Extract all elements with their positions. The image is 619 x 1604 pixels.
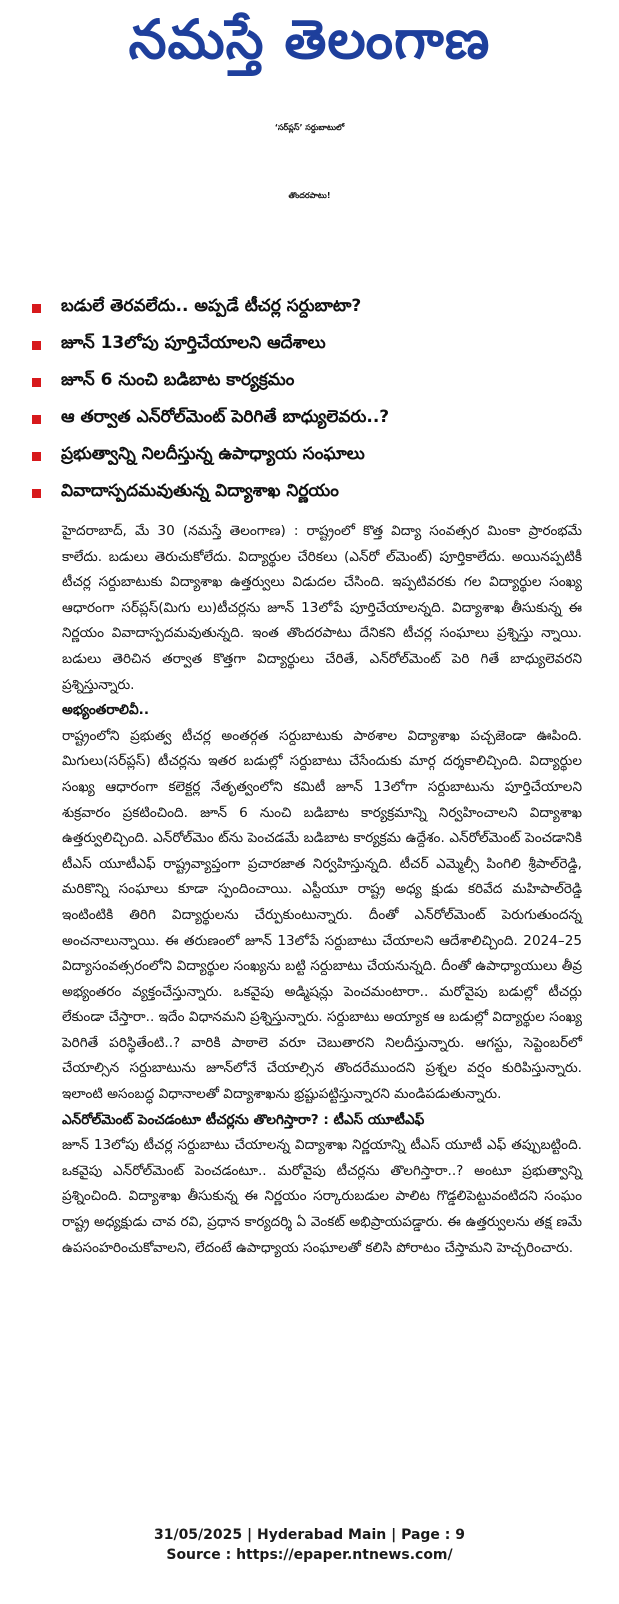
summary-bullets [28,290,598,512]
article-paragraph-2: రాష్ట్రంలోని ప్రభుత్వ టీచర్ల అంతర్గత సర్దుబాటుకు పాఠశాల విద్యాశాఖ పచ్చజెండా ఊపింది. మిగులు(సర్‌ప్లస్‌) టీచర్లను ఇతర బడుల్లో సర్దుబాటు చేసేందుకు మార్గ దర్శకాలిచ్చింది. విద్యార్థుల సంఖ్య ఆధారంగా కలెక్టర్ల నేతృత్వంలోని కమిటీ జూన్‌ 13లోగా సర్దుబాటును పూర్తిచేయాలని శుక్రవారం ప్రకటించింది. జూన్‌ 6 నుంచి బడిబాట కార్యక్రమాన్ని నిర్వహించాలని విద్యాశాఖ ఉత్తర్వులిచ్చింది. ఎన్‌రోల్‌మెం ట్‌ను పెంచడమే బడిబాట కార్యక్రమ ఉద్దేశం. ఎన్‌రోల్‌మెంట్‌ పెంచడానికి టీఎస్‌ యూటీఎఫ్‌ రాష్ట్రవ్యాప్తంగా ప్రచారజాత నిర్వహిస్తున్నది. టీచర్‌ ఎమ్మెల్సీ పింగిలి శ్రీపాల్‌రెడ్డి, మరికొన్ని సంఘాలు కూడా స్పందించాయి. ఎస్టీయూ రాష్ట్ర అధ్య క్షుడు కరివేద మహిపాల్‌రెడ్డి ఇంటింటికి తిరిగి విద్యార్థులను చేర్పుకుంటున్నారు. దీంతో ఎన్‌రోల్‌మెంట్‌ పెరుగుతుందన్న అంచనాలున్నాయి. ఈ తరుణంలో జూన్‌ 13లోపే సర్దుబాటు చేయాలని ఆదేశాలిచ్చింది. 2024–25 విద్యాసంవత్సరంలోని విద్యార్థుల సంఖ్యను బట్టి సర్దుబాటు చేయనున్నది. దీంతో ఉపాధ్యాయులు తీవ్ర అభ్యంతరం వ్యక్తంచేస్తున్నారు. ఒకవైపు అడ్మిషన్లు పెంచమంటారా.. మరోవైపు బడుల్లో టీచర్లు లేకుండా చేస్తారా.. ఇదేం విధానమని ప్రశ్నిస్తున్నారు. సర్దుబాటు అయ్యాక ఆ బడుల్లో విద్యార్థుల సంఖ్య పెరిగితే పరిస్థితేంటి..? వారికి పాఠాలె వరూ చెబుతారని నిలదీస్తున్నారు. ఆగస్టు, సెప్టెంబర్‌లో చేయాల్సిన సర్దుబాటును జూన్‌లోనే చేయాల్సిన తొందరేముందని ప్రశ్నల వర్షం కురిపిస్తున్నారు. ఇలాంటి అసంబద్ధ విధానాలతో విద్యాశాఖను భ్రష్టుపట్టిస్తున్నారని మండిపడుతున్నారు. [62,727,582,1103]
article-subheading-2: ఎన్‌రోల్‌మెంట్‌ పెంచడంటూ టీచర్లను తొలగిస్తారా? : టీఎస్‌ యూటీఎఫ్‌ [62,1111,425,1128]
bullet-text: ప్రభుత్వాన్ని నిలదీస్తున్న ఉపాధ్యాయ సంఘాలు [61,444,365,464]
bullet-item [28,327,598,363]
bullet-text: వివాదాస్పదమవుతున్న విద్యాశాఖ నిర్ణయం [61,481,339,501]
red-square-icon [32,452,41,461]
headline-line-2: తొందరపాటు! [288,191,331,201]
article-paragraph-3: జూన్‌ 13లోపు టీచర్ల సర్దుబాటు చేయాలన్న విద్యాశాఖ నిర్ణయాన్ని టీఎస్‌ యూటీ ఎఫ్‌ తప్పుబట్టింది. ఒకవైపు ఎన్‌రోల్‌మెంట్‌ పెంచడంటూ.. మరోవైపు టీచర్లను తొలగిస్తారా..? అంటూ ప్రభుత్వాన్ని ప్రశ్నించింది. విద్యాశాఖ తీసుకున్న ఈ నిర్ణయం సర్కారుబడుల పాలిట గొడ్డలిపెట్టువంటిదని సంఘం రాష్ట్ర అధ్యక్షుడు చావ రవి, ప్రధాన కార్యదర్శి ఏ వెంకట్‌ అభిప్రాయపడ్డారు. ఈ ఉత్తర్వులను తక్ష ణమే ఉపసంహరించుకోవాలని, లేదంటే ఉపాధ్యాయ సంఘాలతో కలిసి పోరాటం చేస్తామని హెచ్చరించారు. [62,1137,582,1256]
red-square-icon [32,341,41,350]
source-link[interactable]: Source : https://epaper.ntnews.com/ [166,1547,453,1563]
bullet-text: బడులే తెరవలేదు.. అప్పడే టీచర్ల సర్దుబాటా? [61,296,362,316]
red-square-icon [32,304,41,313]
bullet-text: ఆ తర్వాత ఎన్‌రోల్‌మెంట్‌ పెరిగితే బాధ్యులెవరు..? [61,407,390,427]
article-subheading-1: అభ్యంతరాలివీ.. [62,702,150,719]
headline-line-1: ‘సర్‌ప్లస్‌’ సర్దుబాటులో [274,123,345,133]
red-square-icon [32,378,41,387]
bullet-item [28,364,598,400]
article-body [62,519,582,1261]
bullet-item [28,438,598,474]
bullet-text: జూన్‌ 13లోపు పూర్తిచేయాలని ఆదేశాలు [61,333,326,353]
bullet-item [28,290,598,326]
newspaper-logo: నమస్తే తెలంగాణ [128,7,491,71]
article-paragraph-1: హైదరాబాద్‌, మే 30 (నమస్తే తెలంగాణ) : రాష్ట్రంలో కొత్త విద్యా సంవత్సర మింకా ప్రారంభమే కాలేదు. బడులు తెరుచుకోలేదు. విద్యార్థుల చేరికలు (ఎన్‌రో ల్‌మెంట్‌) పూర్తికాలేదు. అయినప్పటికీ టీచర్ల సర్దుబాటుకు విద్యాశాఖ ఉత్తర్వులు విడుదల చేసింది. ఇప్పటివరకు గల విద్యార్థుల సంఖ్య ఆధారంగా సర్‌ప్లస్‌(మిగు లు)టీచర్లను జూన్‌ 13లోపే పూర్తిచేయాలన్నది. విద్యాశాఖ తీసుకున్న ఈ నిర్ణయం వివాదాస్పదమవుతున్నది. ఇంత తొందరపాటు దేనికని టీచర్ల సంఘాలు ప్రశ్నిస్తు న్నాయి. బడులు తెరిచిన తర్వాత కొత్తగా విద్యార్థులు చేరితే, ఎన్‌రోల్‌మెంట్‌ పెరి గితే బాధ్యులెవరని ప్రశ్నిస్తున్నారు. [62,523,582,693]
red-square-icon [32,415,41,424]
bullet-text: జూన్‌ 6 నుంచి బడిబాట కార్యక్రమం [61,370,295,390]
edition-info: 31/05/2025 | Hyderabad Main | Page : 9 [153,1527,466,1543]
page-footer [0,1525,619,1565]
bullet-item [28,401,598,437]
bullet-item [28,475,598,511]
red-square-icon [32,489,41,498]
masthead [0,4,619,88]
